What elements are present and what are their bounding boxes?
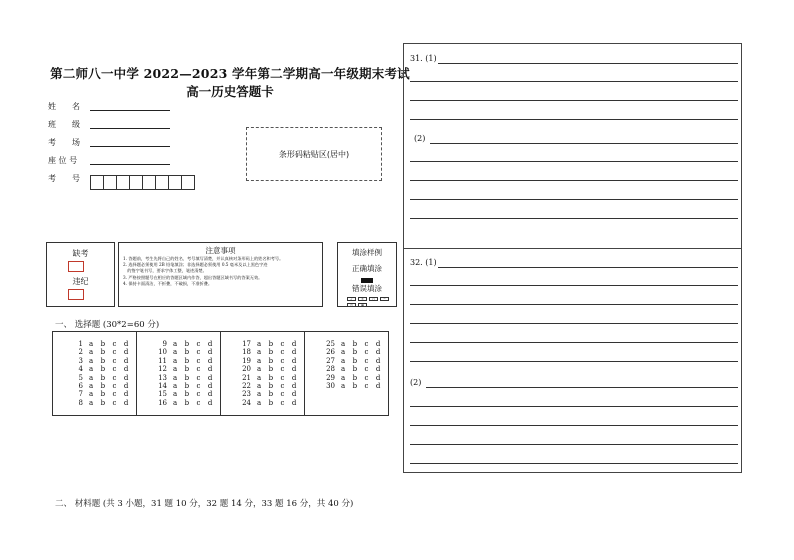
answer-options[interactable]: a b c d — [257, 373, 299, 382]
question-number: 6 — [78, 381, 83, 390]
answer-line[interactable] — [410, 323, 738, 324]
exam-room-field[interactable] — [90, 146, 170, 147]
exam-number-digit[interactable] — [142, 175, 156, 190]
choice-row[interactable] — [137, 348, 220, 356]
answer-options[interactable]: a b c d — [341, 348, 383, 357]
question-number: 23 — [242, 390, 251, 399]
question-number: 25 — [326, 340, 335, 348]
question-number: 13 — [158, 373, 167, 382]
question-number: 5 — [78, 373, 83, 382]
barcode-label: 条形码粘贴区(居中) — [278, 149, 350, 159]
notes-line: 2. 选择题必须使用 2B 铅笔填涂；非选择题必须使用 0.5 毫米及以上黑色字迹 — [123, 262, 268, 268]
notes-line: 1. 答题前，考生先将自己的姓名、考号填写清楚，并认真核对条形码上的姓名和考号。 — [123, 256, 284, 261]
choice-row[interactable] — [221, 348, 304, 356]
question-number: 28 — [326, 365, 335, 374]
exam-number-digit[interactable] — [116, 175, 130, 190]
wrong-fill-marks — [347, 297, 393, 307]
answer-line[interactable] — [410, 180, 738, 181]
answer-options[interactable]: a b c d — [89, 381, 131, 390]
name-field[interactable] — [90, 110, 170, 111]
choice-grid — [52, 331, 389, 416]
exam-number-digit[interactable] — [129, 175, 143, 190]
answer-options[interactable]: a b c d — [89, 340, 131, 348]
violation-label: 违纪 — [72, 277, 89, 286]
answer-options[interactable]: a b c d — [257, 340, 299, 348]
fill-example-box — [337, 242, 397, 307]
barcode-area — [246, 127, 382, 181]
choice-row[interactable] — [305, 357, 388, 365]
question-number: 16 — [158, 398, 167, 407]
notes-line: 的签字笔书写，要求字体工整，笔迹清楚。 — [123, 268, 207, 274]
answer-options[interactable]: a b c d — [341, 373, 383, 382]
exam-number-digit[interactable] — [103, 175, 117, 190]
exam-room-label: 考 场 — [48, 138, 80, 147]
answer-line[interactable] — [410, 285, 738, 286]
question-number: 19 — [242, 356, 251, 365]
question-number: 26 — [326, 348, 335, 357]
name-label: 姓 名 — [48, 102, 80, 111]
notes-line: 3. 严格按照题号在相应的答题区域内作答，超出答题区域书写的答案无效。 — [123, 274, 263, 280]
answer-line[interactable] — [410, 119, 738, 120]
choice-row[interactable] — [221, 365, 304, 373]
choice-row[interactable] — [53, 348, 136, 356]
correct-fill-label: 正确填涂 — [352, 264, 382, 273]
wrong-mark-icon: ✓ — [347, 297, 356, 301]
answer-line[interactable] — [410, 361, 738, 362]
choice-row[interactable] — [53, 357, 136, 365]
answer-line[interactable] — [410, 199, 738, 200]
choice-column — [53, 332, 137, 415]
question-number: 12 — [158, 365, 167, 374]
choice-row[interactable] — [305, 348, 388, 356]
question-number: 27 — [326, 356, 335, 365]
answer-options[interactable]: a b c d — [173, 381, 215, 390]
answer-line[interactable] — [410, 81, 738, 82]
question-number: 11 — [158, 356, 167, 365]
wrong-fill-label: 错误填涂 — [352, 284, 382, 293]
answer-line[interactable] — [438, 63, 738, 64]
answer-line[interactable] — [410, 463, 738, 464]
wrong-mark-icon: ✕ — [358, 297, 367, 301]
question-number: 15 — [158, 390, 167, 399]
section1-title: 一、 选择题 (30*2=60 分) — [55, 320, 160, 330]
choice-row[interactable] — [137, 357, 220, 365]
question-divider — [404, 248, 741, 249]
choice-row[interactable] — [305, 340, 388, 348]
choice-row[interactable] — [305, 382, 388, 390]
choice-row[interactable] — [53, 365, 136, 373]
section2-title: 二、 材料题 (共 3 小题，31 题 10 分，32 题 14 分，33 题 16 分，共 40 分) — [55, 499, 354, 509]
question-number: 2 — [78, 348, 83, 357]
question-number: 8 — [78, 398, 83, 407]
choice-row[interactable] — [137, 399, 220, 407]
choice-row[interactable] — [221, 382, 304, 390]
answer-line[interactable] — [410, 218, 738, 219]
absent-label: 缺考 — [72, 249, 89, 258]
answer-options[interactable]: a b c d — [173, 356, 215, 365]
exam-number-digit[interactable] — [90, 175, 104, 190]
question-number: 10 — [158, 348, 167, 357]
answer-options[interactable]: a b c d — [89, 356, 131, 365]
question-number: 1 — [78, 340, 83, 348]
exam-number-digit[interactable] — [168, 175, 182, 190]
answer-options[interactable]: a b c d — [341, 381, 383, 390]
choice-row[interactable] — [53, 382, 136, 390]
question-number: 22 — [242, 381, 251, 390]
question-number: 30 — [326, 381, 335, 390]
wrong-mark-icon: ▭ — [347, 303, 356, 307]
choice-row[interactable] — [221, 357, 304, 365]
choice-row[interactable] — [305, 374, 388, 382]
question-number: 24 — [242, 398, 251, 407]
question-number: 14 — [158, 381, 167, 390]
choice-row[interactable] — [305, 365, 388, 373]
answer-options[interactable]: a b c d — [341, 365, 383, 374]
question-number: 20 — [242, 365, 251, 374]
choice-row[interactable] — [221, 390, 304, 398]
class-label: 班 级 — [48, 120, 80, 129]
q31-part1-label: 31. (1) — [410, 54, 437, 63]
notes-title: 注意事项 — [205, 246, 236, 255]
choice-row[interactable] — [53, 399, 136, 407]
notes-box — [118, 242, 323, 307]
answer-options[interactable]: a b c d — [257, 390, 299, 399]
answer-line[interactable] — [410, 406, 738, 407]
answer-line[interactable] — [410, 100, 738, 101]
exam-number-boxes[interactable] — [90, 175, 194, 190]
choice-column — [137, 332, 221, 415]
choice-column — [305, 332, 388, 415]
absent-checkbox[interactable] — [68, 261, 84, 272]
answer-sheet-title: 高一历史答题卡 — [186, 84, 274, 99]
question-number: 21 — [242, 373, 251, 382]
answer-options[interactable]: a b c d — [89, 390, 131, 399]
answer-options[interactable]: a b c d — [89, 398, 131, 407]
answer-options[interactable]: a b c d — [89, 365, 131, 374]
answer-line[interactable] — [410, 304, 738, 305]
absent-violation-box — [46, 242, 115, 307]
exam-number-label: 考 号 — [48, 174, 80, 183]
seat-number-field[interactable] — [90, 164, 170, 165]
answer-line[interactable] — [410, 425, 738, 426]
choice-row[interactable] — [53, 374, 136, 382]
answer-options[interactable]: a b c d — [173, 373, 215, 382]
question-number: 9 — [162, 340, 167, 348]
answer-options[interactable]: a b c d — [257, 356, 299, 365]
wrong-mark-icon: ─ — [380, 297, 389, 301]
answer-line[interactable] — [430, 143, 738, 144]
seat-number-label: 座 位 号 — [48, 156, 78, 165]
answer-line[interactable] — [438, 267, 738, 268]
answer-line[interactable] — [426, 387, 738, 388]
answer-line[interactable] — [410, 444, 738, 445]
question-number: 18 — [242, 348, 251, 357]
answer-panel — [403, 43, 742, 473]
choice-row[interactable] — [137, 365, 220, 373]
answer-options[interactable]: a b c d — [341, 340, 383, 348]
answer-options[interactable]: a b c d — [173, 340, 215, 348]
notes-line: 4. 保持卡面清洁，不折叠，不破损，不准折叠。 — [123, 280, 213, 286]
answer-options[interactable]: a b c d — [173, 390, 215, 399]
q32-part2-label: (2) — [410, 378, 422, 387]
answer-line[interactable] — [410, 342, 738, 343]
answer-options[interactable]: a b c d — [257, 398, 299, 407]
choice-row[interactable] — [137, 390, 220, 398]
exam-number-digit[interactable] — [181, 175, 195, 190]
answer-options[interactable]: a b c d — [173, 398, 215, 407]
question-number: 7 — [78, 390, 83, 399]
answer-line[interactable] — [410, 161, 738, 162]
choice-row[interactable] — [221, 374, 304, 382]
fill-example-title: 填涂样例 — [352, 248, 382, 257]
question-number: 4 — [78, 365, 83, 374]
choice-row[interactable] — [53, 390, 136, 398]
choice-row[interactable] — [221, 340, 304, 348]
q31-part2-label: (2) — [414, 134, 426, 143]
question-number: 3 — [78, 356, 83, 365]
choice-column — [221, 332, 305, 415]
choice-row[interactable] — [53, 340, 136, 348]
q32-part1-label: 32. (1) — [410, 258, 437, 267]
question-number: 17 — [242, 340, 251, 348]
exam-title: 第二师八一中学 2022—2023 学年第二学期高一年级期末考试 — [50, 66, 410, 81]
choice-row[interactable] — [137, 382, 220, 390]
answer-options[interactable]: a b c d — [89, 348, 131, 357]
answer-options[interactable]: a b c d — [257, 365, 299, 374]
wrong-mark-icon: ▬ — [358, 303, 367, 307]
wrong-mark-icon: ○ — [369, 297, 378, 301]
answer-options[interactable]: a b c d — [173, 348, 215, 357]
exam-number-digit[interactable] — [155, 175, 169, 190]
answer-options[interactable]: a b c d — [173, 365, 215, 374]
answer-options[interactable]: a b c d — [341, 356, 383, 365]
answer-options[interactable]: a b c d — [257, 348, 299, 357]
choice-row[interactable] — [137, 340, 220, 348]
violation-checkbox[interactable] — [68, 289, 84, 300]
answer-options[interactable]: a b c d — [89, 373, 131, 382]
answer-options[interactable]: a b c d — [257, 381, 299, 390]
question-number: 29 — [326, 373, 335, 382]
choice-row[interactable] — [137, 374, 220, 382]
class-field[interactable] — [90, 128, 170, 129]
choice-row[interactable] — [221, 399, 304, 407]
